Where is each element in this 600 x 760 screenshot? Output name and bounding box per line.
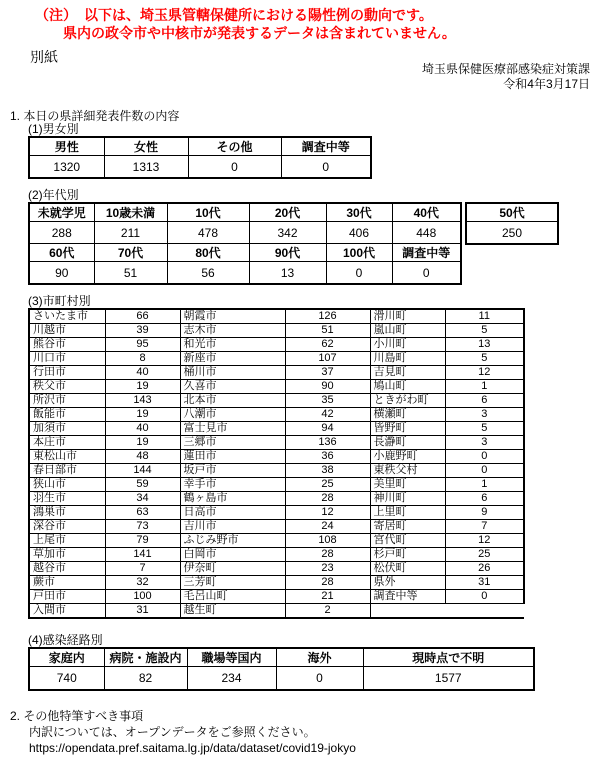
- case-count: 79: [105, 534, 180, 548]
- case-count: 36: [285, 450, 370, 464]
- table-row: [29, 137, 371, 156]
- caution-note-line2: 県内の政令市や中核市が発表するデータは含まれていません。: [63, 25, 456, 41]
- route-header-overseas: 海外: [276, 648, 363, 667]
- age-count: 51: [94, 262, 167, 285]
- table-row: [29, 492, 524, 506]
- age-header: 100代: [326, 244, 392, 262]
- table-row: [29, 338, 524, 352]
- case-count: 39: [105, 324, 180, 338]
- municipality-name: 行田市: [29, 366, 105, 380]
- age-count: 56: [167, 262, 249, 285]
- table-row: [29, 590, 524, 604]
- route-count-workplace: 234: [187, 667, 276, 691]
- municipality-name: 蕨市: [29, 576, 105, 590]
- case-count: 28: [285, 548, 370, 562]
- case-count: 23: [285, 562, 370, 576]
- municipality-name: 伊奈町: [180, 562, 285, 576]
- municipality-name: 深谷市: [29, 520, 105, 534]
- municipality-name: 越生町: [180, 604, 285, 619]
- table-row: [29, 648, 534, 667]
- age-count-50s: 250: [466, 222, 558, 245]
- table-row: [466, 222, 558, 245]
- municipality-name: ふじみ野市: [180, 534, 285, 548]
- age-header: 10代: [167, 203, 249, 222]
- municipality-name: 三芳町: [180, 576, 285, 590]
- municipality-name: 白岡市: [180, 548, 285, 562]
- case-count: 136: [285, 436, 370, 450]
- case-count: 94: [285, 422, 370, 436]
- municipality-name: 上尾市: [29, 534, 105, 548]
- case-count: 21: [285, 590, 370, 604]
- municipality-name: 松伏町: [370, 562, 445, 576]
- municipality-name: 和光市: [180, 338, 285, 352]
- case-count: 40: [105, 422, 180, 436]
- case-count: 1: [445, 380, 524, 394]
- route-count-household: 740: [29, 667, 104, 691]
- case-count: 35: [285, 394, 370, 408]
- age-count: 288: [29, 222, 94, 244]
- case-count: 37: [285, 366, 370, 380]
- municipality-name: 嵐山町: [370, 324, 445, 338]
- case-count: 90: [285, 380, 370, 394]
- age-header: 20代: [249, 203, 326, 222]
- age-header: 80代: [167, 244, 249, 262]
- case-count: 24: [285, 520, 370, 534]
- empty-cell: [370, 604, 445, 619]
- table-row: [29, 464, 524, 478]
- municipality-table-body: [29, 309, 524, 618]
- table-row: [29, 244, 461, 262]
- municipality-name: 県外: [370, 576, 445, 590]
- age-header: 10歳未満: [94, 203, 167, 222]
- municipality-name: 川島町: [370, 352, 445, 366]
- table-row: [29, 422, 524, 436]
- case-count: 1: [445, 478, 524, 492]
- age-header-50s: 50代: [466, 203, 558, 222]
- case-count: 26: [445, 562, 524, 576]
- table-row: [29, 436, 524, 450]
- municipality-name: 川口市: [29, 352, 105, 366]
- municipality-name: 三郷市: [180, 436, 285, 450]
- age-count: 342: [249, 222, 326, 244]
- table-row: [29, 548, 524, 562]
- age-table-main: [28, 202, 462, 285]
- case-count: 0: [445, 590, 524, 604]
- age-label: (2)年代別: [28, 188, 79, 202]
- case-count: 95: [105, 338, 180, 352]
- municipality-name: 坂戸市: [180, 464, 285, 478]
- municipality-name: 入間市: [29, 604, 105, 619]
- municipality-name: 宮代町: [370, 534, 445, 548]
- municipality-name: 調査中等: [370, 590, 445, 604]
- gender-count-investigating: 0: [281, 156, 371, 179]
- case-count: 5: [445, 324, 524, 338]
- age-header: 60代: [29, 244, 94, 262]
- municipality-name: 上里町: [370, 506, 445, 520]
- case-count: 3: [445, 436, 524, 450]
- municipality-name: 毛呂山町: [180, 590, 285, 604]
- table-row: [29, 222, 461, 244]
- issuer-department: 埼玉県保健医療部感染症対策課: [421, 62, 590, 76]
- table-row: [29, 408, 524, 422]
- case-count: 25: [285, 478, 370, 492]
- municipality-name: 戸田市: [29, 590, 105, 604]
- municipality-name: 東松山市: [29, 450, 105, 464]
- gender-header-other: その他: [188, 137, 281, 156]
- case-count: 62: [285, 338, 370, 352]
- attachment-label: 別紙: [30, 49, 58, 65]
- case-count: 31: [445, 576, 524, 590]
- case-count: 12: [445, 534, 524, 548]
- age-count: 0: [392, 262, 461, 285]
- gender-section: [28, 122, 372, 179]
- issuer-block: [422, 62, 590, 92]
- municipality-name: 桶川市: [180, 366, 285, 380]
- municipality-name: 長瀞町: [370, 436, 445, 450]
- route-table: [28, 647, 535, 691]
- section2: [10, 708, 356, 756]
- case-count: 63: [105, 506, 180, 520]
- municipality-name: ときがわ町: [370, 394, 445, 408]
- case-count: 108: [285, 534, 370, 548]
- municipality-name: 杉戸町: [370, 548, 445, 562]
- case-count: 126: [285, 309, 370, 324]
- municipality-name: 寄居町: [370, 520, 445, 534]
- case-count: 11: [445, 309, 524, 324]
- gender-header-male: 男性: [29, 137, 104, 156]
- municipality-name: 熊谷市: [29, 338, 105, 352]
- route-header-workplace: 職場等国内: [187, 648, 276, 667]
- age-count: 406: [326, 222, 392, 244]
- case-count: 5: [445, 352, 524, 366]
- municipality-name: 本庄市: [29, 436, 105, 450]
- case-count: 19: [105, 408, 180, 422]
- empty-cell: [445, 604, 524, 619]
- table-row: [29, 534, 524, 548]
- age-count: 211: [94, 222, 167, 244]
- table-row: [29, 562, 524, 576]
- age-header: 30代: [326, 203, 392, 222]
- case-count: 19: [105, 380, 180, 394]
- case-count: 25: [445, 548, 524, 562]
- municipality-name: 狭山市: [29, 478, 105, 492]
- municipality-name: 鶴ヶ島市: [180, 492, 285, 506]
- case-count: 5: [445, 422, 524, 436]
- case-count: 6: [445, 492, 524, 506]
- table-row: [29, 604, 524, 619]
- case-count: 9: [445, 506, 524, 520]
- table-row: [29, 309, 524, 324]
- age-header: 90代: [249, 244, 326, 262]
- gender-table: [28, 136, 372, 179]
- municipality-name: 日高市: [180, 506, 285, 520]
- age-table-extra: [465, 202, 559, 245]
- case-count: 107: [285, 352, 370, 366]
- municipality-name: 小川町: [370, 338, 445, 352]
- opendata-url: https://opendata.pref.saitama.lg.jp/data/dataset/covid19-jokyo: [29, 741, 356, 755]
- municipality-name: 鴻巣市: [29, 506, 105, 520]
- municipality-name: 加須市: [29, 422, 105, 436]
- gender-count-other: 0: [188, 156, 281, 179]
- age-header: 調査中等: [392, 244, 461, 262]
- municipality-name: 吉川市: [180, 520, 285, 534]
- municipality-name: 富士見市: [180, 422, 285, 436]
- municipality-name: 秩父市: [29, 380, 105, 394]
- route-count-overseas: 0: [276, 667, 363, 691]
- municipality-name: 神川町: [370, 492, 445, 506]
- case-count: 28: [285, 492, 370, 506]
- case-count: 144: [105, 464, 180, 478]
- municipality-label: (3)市町村別: [28, 294, 91, 308]
- gender-label: (1)男女別: [28, 122, 79, 136]
- case-count: 6: [445, 394, 524, 408]
- municipality-section: [28, 294, 525, 619]
- case-count: 100: [105, 590, 180, 604]
- municipality-name: 東秩父村: [370, 464, 445, 478]
- municipality-name: 川越市: [29, 324, 105, 338]
- municipality-name: 鳩山町: [370, 380, 445, 394]
- municipality-name: 吉見町: [370, 366, 445, 380]
- route-header-unknown: 現時点で不明: [363, 648, 534, 667]
- municipality-name: 春日部市: [29, 464, 105, 478]
- case-count: 48: [105, 450, 180, 464]
- route-header-household: 家庭内: [29, 648, 104, 667]
- case-count: 141: [105, 548, 180, 562]
- caution-note-line1: （注） 以下は、埼玉県管轄保健所における陽性例の動向です。: [35, 7, 433, 23]
- case-count: 2: [285, 604, 370, 619]
- case-count: 51: [285, 324, 370, 338]
- table-row: [29, 520, 524, 534]
- municipality-name: 草加市: [29, 548, 105, 562]
- case-count: 143: [105, 394, 180, 408]
- municipality-name: 小鹿野町: [370, 450, 445, 464]
- section1-title: 1. 本日の県詳細発表件数の内容: [10, 109, 180, 123]
- gender-header-female: 女性: [104, 137, 188, 156]
- case-count: 73: [105, 520, 180, 534]
- table-row: [29, 203, 461, 222]
- municipality-name: 越谷市: [29, 562, 105, 576]
- table-row: [29, 380, 524, 394]
- case-count: 32: [105, 576, 180, 590]
- age-count: 448: [392, 222, 461, 244]
- case-count: 42: [285, 408, 370, 422]
- route-count-hospital: 82: [104, 667, 187, 691]
- gender-count-male: 1320: [29, 156, 104, 179]
- case-count: 7: [445, 520, 524, 534]
- age-count: 13: [249, 262, 326, 285]
- age-header: 未就学児: [29, 203, 94, 222]
- age-count: 90: [29, 262, 94, 285]
- table-row: [466, 203, 558, 222]
- age-count: 0: [326, 262, 392, 285]
- municipality-name: 所沢市: [29, 394, 105, 408]
- age-header: 70代: [94, 244, 167, 262]
- case-count: 38: [285, 464, 370, 478]
- case-count: 19: [105, 436, 180, 450]
- route-section: [28, 633, 535, 691]
- municipality-name: 幸手市: [180, 478, 285, 492]
- gender-count-female: 1313: [104, 156, 188, 179]
- route-count-unknown: 1577: [363, 667, 534, 691]
- case-count: 8: [105, 352, 180, 366]
- municipality-name: 美里町: [370, 478, 445, 492]
- table-row: [29, 394, 524, 408]
- case-count: 0: [445, 450, 524, 464]
- age-header: 40代: [392, 203, 461, 222]
- case-count: 12: [285, 506, 370, 520]
- table-row: [29, 366, 524, 380]
- section2-note: 内訳については、オープンデータをご参照ください。: [29, 725, 316, 739]
- municipality-name: 羽生市: [29, 492, 105, 506]
- case-count: 3: [445, 408, 524, 422]
- municipality-name: 志木市: [180, 324, 285, 338]
- table-row: [29, 506, 524, 520]
- municipality-name: 久喜市: [180, 380, 285, 394]
- caution-note: [35, 6, 456, 42]
- table-row: [29, 262, 461, 285]
- case-count: 66: [105, 309, 180, 324]
- municipality-name: 北本市: [180, 394, 285, 408]
- case-count: 31: [105, 604, 180, 619]
- municipality-name: 新座市: [180, 352, 285, 366]
- case-count: 59: [105, 478, 180, 492]
- table-row: [29, 478, 524, 492]
- case-count: 12: [445, 366, 524, 380]
- table-row: [29, 576, 524, 590]
- municipality-name: さいたま市: [29, 309, 105, 324]
- route-label: (4)感染経路別: [28, 633, 103, 647]
- table-row: [29, 352, 524, 366]
- age-count: 478: [167, 222, 249, 244]
- municipality-name: 皆野町: [370, 422, 445, 436]
- municipality-table: [28, 308, 525, 619]
- issuer-date: 令和4年3月17日: [503, 77, 590, 91]
- case-count: 34: [105, 492, 180, 506]
- case-count: 0: [445, 464, 524, 478]
- case-count: 7: [105, 562, 180, 576]
- municipality-name: 八潮市: [180, 408, 285, 422]
- municipality-name: 飯能市: [29, 408, 105, 422]
- municipality-name: 横瀬町: [370, 408, 445, 422]
- route-header-hospital: 病院・施設内: [104, 648, 187, 667]
- table-row: [29, 156, 371, 179]
- case-count: 40: [105, 366, 180, 380]
- municipality-name: 滑川町: [370, 309, 445, 324]
- table-row: [29, 324, 524, 338]
- municipality-name: 蓮田市: [180, 450, 285, 464]
- table-row: [29, 667, 534, 691]
- gender-header-investigating: 調査中等: [281, 137, 371, 156]
- table-row: [29, 450, 524, 464]
- case-count: 28: [285, 576, 370, 590]
- section2-title: 2. その他特筆すべき事項: [10, 709, 144, 723]
- municipality-name: 朝霞市: [180, 309, 285, 324]
- case-count: 13: [445, 338, 524, 352]
- age-section: [28, 188, 559, 285]
- age-tables: [28, 202, 559, 285]
